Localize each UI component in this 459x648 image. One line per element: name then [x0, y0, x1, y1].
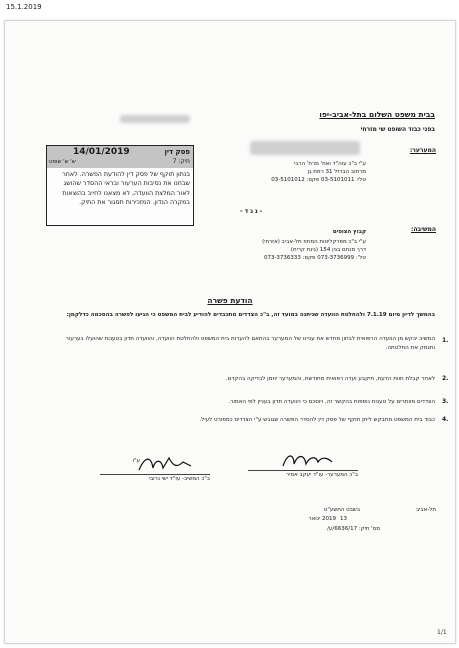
intro-paragraph: בהמשך לדיון מיום 7.1.19 ולהחלטת הוועדה שניתנה במועד זה, ב"כ הצדדים מתכבדים להודיע לבית המשפט כי הגיעו לפשרה בהסכמה כדלקמן: [66, 312, 435, 318]
versus-line: - נ ג ד - [240, 208, 263, 215]
respondent-label: המשיבה: [411, 226, 436, 233]
footer-hebrew-date: בשבט התשע"ט [323, 507, 360, 513]
item-number-4: 4. [442, 416, 449, 423]
stamp-text: בנתון תוקף של פסק דין להודעת הפשרה. לאחר שבחנו את נסיבות הערעור ובראי ההסדר שהושג לאור המלצת הוועדה, לא מצאנו לחייב בהוצאות במקרה הנדון. המזכירות תסגור את התיק. [62, 171, 190, 206]
item-text-2: לאחר קבלת חוות הדעת, תיקבע ועדה רפואית מחודשת, והמערער יוזמן לבדיקה בהקדם. [225, 376, 435, 382]
plaintiff-label: המערער: [409, 147, 436, 154]
item-number-3: 3. [442, 398, 449, 405]
item-number-2: 2. [442, 375, 449, 382]
left-signature-mark: ע"ו [132, 458, 140, 464]
left-signature-icon [135, 452, 195, 476]
item-text-1: המשיב יבקש מן הוועדה הרפואית לבחון מחדש את עניינו של המערער בהתאם להערות בית המשפט ולהחלטת הוועדה, והוועדה תדון בטענות שהועלו בערעור ותנמק את החלטתה. [65, 336, 435, 351]
court-name: בבית משפט השלום בתל-אביב-יפו [319, 110, 435, 119]
item-text-4: כבוד בית המשפט מתבקש ליתן תוקף של פסק דין להסדר הפשרה שגובש ע"י הצדדים כמפורט לעיל. [199, 417, 435, 423]
right-signature-icon [280, 450, 335, 472]
plaintiff-address: ע"י ב"כ עוה"ד ואח' מרח' הרבי מרחוב הברזל 31 רמת גן טלי: 03-5101011 פקס: 03-5101012 [271, 161, 366, 183]
judge-line: בפני כבוד השופט שי מזרחי [360, 126, 435, 133]
stamp-type: פסק דין [164, 148, 190, 156]
page-number: 1/1 [437, 629, 447, 636]
notice-title: הודעת פשרה [207, 296, 253, 305]
print-date: 15.1.2019 [6, 3, 42, 11]
item-text-3: הצדדים מוותרים על טענות נוספות בהקשר זה, ויוסכם כי הוועדה תדון בעניין לפי האמור. [228, 399, 435, 405]
respondent-address: ע"י ב"כ מפרקליטות המחוז תל-אביב (אזרחי) דרך מנחם בגין 154 (גינת קרית) טל': 073-3736999 פקס: 073-3736333 [262, 239, 366, 261]
stamp-case-number: תיק: 7 [172, 158, 190, 165]
stamp-date: 14/01/2019 [73, 147, 130, 157]
redacted-name [250, 141, 360, 155]
respondent-name: קבוץ הצופים [332, 229, 366, 235]
footer-file-number: מס' תיק: 6636/17/ע/ [327, 526, 380, 532]
right-signatory: ב"כ המערער- עו"ד יעקב אמיר [248, 470, 358, 478]
footer-day: 13 [340, 516, 347, 522]
stamp-judge: ש' ש' שופט [49, 159, 76, 165]
item-number-1: 1. [442, 337, 449, 344]
footer-place: תל-אביב [416, 507, 436, 513]
court-stamp [46, 145, 194, 226]
left-signatory: ב"כ המשיב- עו"ד ישי נרובי [100, 474, 210, 482]
footer-year: 2019 ינואר [308, 516, 336, 522]
redacted-block [120, 115, 190, 123]
